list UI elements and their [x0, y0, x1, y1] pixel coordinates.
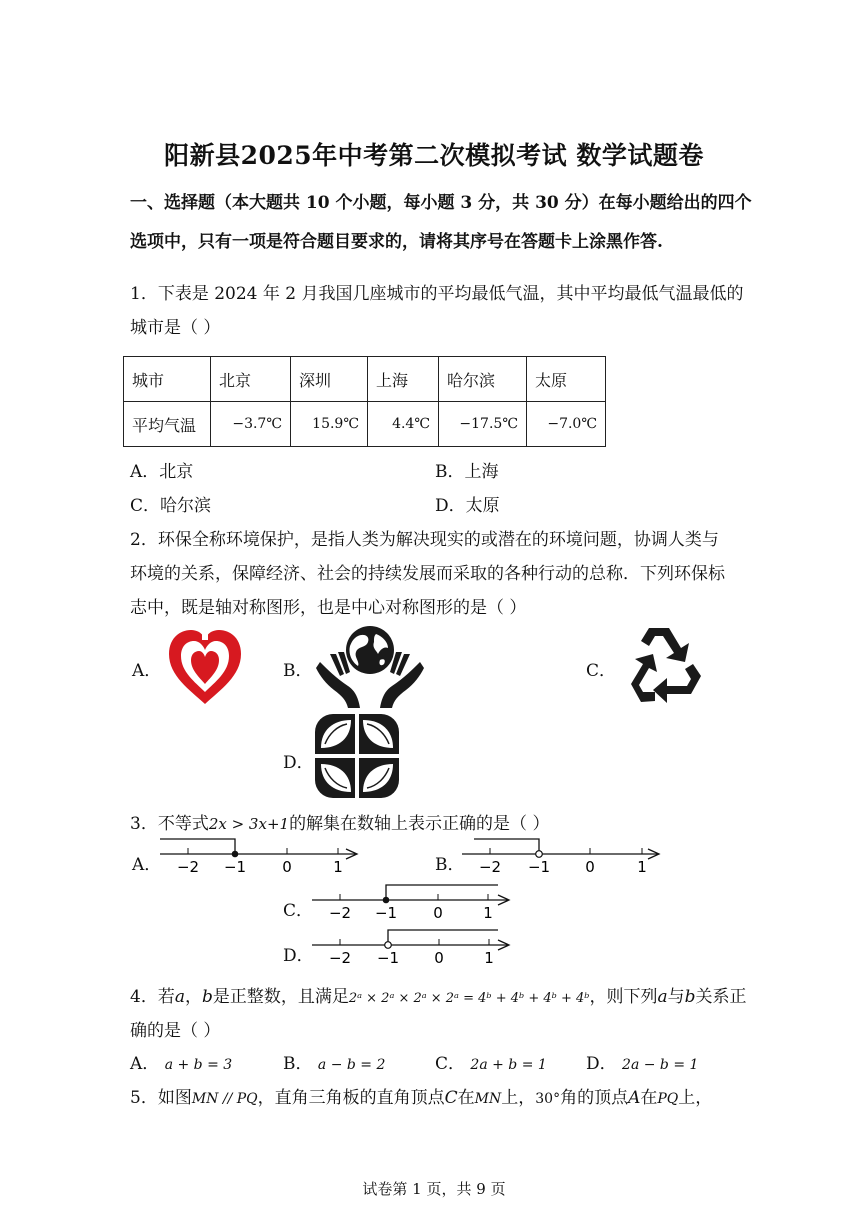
temperature-table: [123, 356, 606, 447]
q2-label-a: A．: [132, 661, 162, 681]
tick-label: −1: [376, 949, 400, 967]
q2-label-c: C．: [586, 661, 617, 681]
q4-option-c: [435, 1049, 547, 1074]
q3-stem: [130, 809, 549, 834]
q5-degree: 30°: [535, 1091, 561, 1107]
q3-inequality: 2x > 3x+1: [208, 815, 290, 833]
q4-option-b-label: B．: [283, 1054, 313, 1074]
leaf-quad-icon: [311, 710, 403, 802]
q4-option-d-expr: 2a − b = 1: [622, 1057, 699, 1073]
tick-label: −2: [478, 858, 502, 876]
q5-part: 上，: [501, 1088, 536, 1108]
q4-var-b2: b: [684, 987, 696, 1007]
q3-label-a: A．: [132, 855, 162, 875]
table-cell: 上海: [368, 357, 439, 402]
table-cell: −7.0℃: [527, 402, 606, 447]
globe-in-hands-icon: [314, 624, 426, 710]
number-line-d: [312, 929, 512, 969]
q4-option-a-expr: a + b = 3: [164, 1057, 233, 1073]
tick-label: 1: [333, 858, 343, 876]
q1-option-a: A．北京: [130, 462, 194, 482]
table-cell: 城市: [124, 357, 211, 402]
tick-label: 0: [434, 949, 444, 967]
q4-comma: ，: [184, 987, 202, 1007]
q4-var-b: b: [201, 987, 213, 1007]
q3-stem-pre: 3．不等式: [130, 814, 209, 834]
q4-option-a: [130, 1049, 232, 1074]
number-line-b: [462, 838, 662, 878]
tick-label: −1: [527, 858, 551, 876]
table-row: [124, 402, 606, 447]
page-footer: 试卷第 1 页，共 9 页: [362, 1180, 506, 1198]
q5-part: 角的顶点: [560, 1088, 629, 1108]
q5-part: 在: [640, 1088, 658, 1108]
q3-label-b: B．: [435, 855, 465, 875]
q4-with: 与: [667, 987, 685, 1007]
q4-option-c-label: C．: [435, 1054, 466, 1074]
q1-stem-line1: 1．下表是 2024 年 2 月我国几座城市的平均最低气温，其中平均最低气温最低的: [130, 284, 744, 304]
q4-equation: 2ᵃ × 2ᵃ × 2ᵃ × 2ᵃ = 4ᵇ + 4ᵇ + 4ᵇ + 4ᵇ: [348, 991, 590, 1006]
q4-stem-post: ，则下列: [589, 987, 658, 1007]
q2-stem-line3: 志中，既是轴对称图形，也是中心对称图形的是（ ）: [130, 598, 527, 618]
tick-label: 1: [484, 949, 494, 967]
q5-var: A: [628, 1088, 641, 1108]
table-cell: 平均气温: [124, 402, 211, 447]
table-cell: −3.7℃: [211, 402, 291, 447]
q3-label-d: D．: [283, 946, 314, 966]
q5-part: 5．如图: [130, 1088, 192, 1108]
tick-label: −1: [374, 904, 398, 922]
tick-label: −2: [328, 949, 352, 967]
q5-part: ，直角三角板的直角顶点: [257, 1088, 445, 1108]
table-cell: 太原: [527, 357, 606, 402]
tick-label: 1: [637, 858, 647, 876]
number-line-c: [312, 884, 512, 924]
q2-label-d: D．: [283, 753, 314, 773]
q2-label-b: B．: [283, 661, 313, 681]
section-heading-line2: 选项中，只有一项是符合题目要求的，请将其序号在答题卡上涂黑作答.: [130, 232, 663, 252]
q4-stem-mid: 是正整数，且满足: [212, 987, 349, 1007]
q5-part: 上，: [678, 1088, 713, 1108]
q4-option-d-label: D．: [586, 1054, 617, 1074]
q3-label-c: C．: [283, 901, 314, 921]
q5-math: MN // PQ: [191, 1091, 258, 1107]
table-row: [124, 357, 606, 402]
table-cell: 15.9℃: [291, 402, 368, 447]
q4-stem-pre: 4．若: [130, 987, 175, 1007]
section-heading-line1: 一、选择题（本大题共 10 个小题，每小题 3 分，共 30 分）在每小题给出的四个: [130, 193, 752, 213]
q4-option-b-expr: a − b = 2: [317, 1057, 386, 1073]
q5-stem-line1: [130, 1083, 712, 1108]
q4-option-c-expr: 2a + b = 1: [470, 1057, 547, 1073]
number-line-a: [160, 838, 360, 878]
q5-math: MN: [474, 1091, 502, 1107]
q4-var-a2: a: [657, 987, 668, 1007]
q1-option-b: B．上海: [435, 462, 499, 482]
q1-option-c: C．哈尔滨: [130, 496, 212, 516]
table-cell: −17.5℃: [439, 402, 527, 447]
page-title: 阳新县2025年中考第二次模拟考试 数学试题卷: [164, 141, 704, 170]
q4-stem-line2: 确的是（ ）: [130, 1021, 221, 1041]
table-cell: 北京: [211, 357, 291, 402]
q1-stem-line2: 城市是（ ）: [130, 318, 221, 338]
q4-tail: 关系正: [695, 987, 747, 1007]
q4-option-d: [586, 1049, 698, 1074]
q4-option-b: [283, 1049, 385, 1074]
table-cell: 哈尔滨: [439, 357, 527, 402]
q5-part: 在: [457, 1088, 475, 1108]
tick-label: −1: [223, 858, 247, 876]
tick-label: −2: [328, 904, 352, 922]
q1-option-d: D．太原: [435, 496, 500, 516]
q4-stem-line1: [130, 982, 746, 1007]
tick-label: 1: [483, 904, 493, 922]
tick-label: 0: [282, 858, 292, 876]
q5-var: C: [444, 1088, 458, 1108]
recycle-icon: [619, 624, 705, 706]
q3-stem-post: 的解集在数轴上表示正确的是（ ）: [289, 814, 550, 834]
table-cell: 深圳: [291, 357, 368, 402]
table-cell: 4.4℃: [368, 402, 439, 447]
q5-math: PQ: [657, 1091, 679, 1107]
tick-label: 0: [585, 858, 595, 876]
tick-label: −2: [176, 858, 200, 876]
q2-stem-line2: 环境的关系，保障经济、社会的持续发展而采取的各种行动的总称．下列环保标: [130, 564, 725, 584]
q4-var-a: a: [174, 987, 185, 1007]
q4-option-a-label: A．: [130, 1054, 160, 1074]
tick-label: 0: [433, 904, 443, 922]
heart-hands-icon: [165, 626, 245, 708]
q2-stem-line1: 2．环保全称环境保护，是指人类为解决现实的或潜在的环境问题，协调人类与: [130, 530, 719, 550]
